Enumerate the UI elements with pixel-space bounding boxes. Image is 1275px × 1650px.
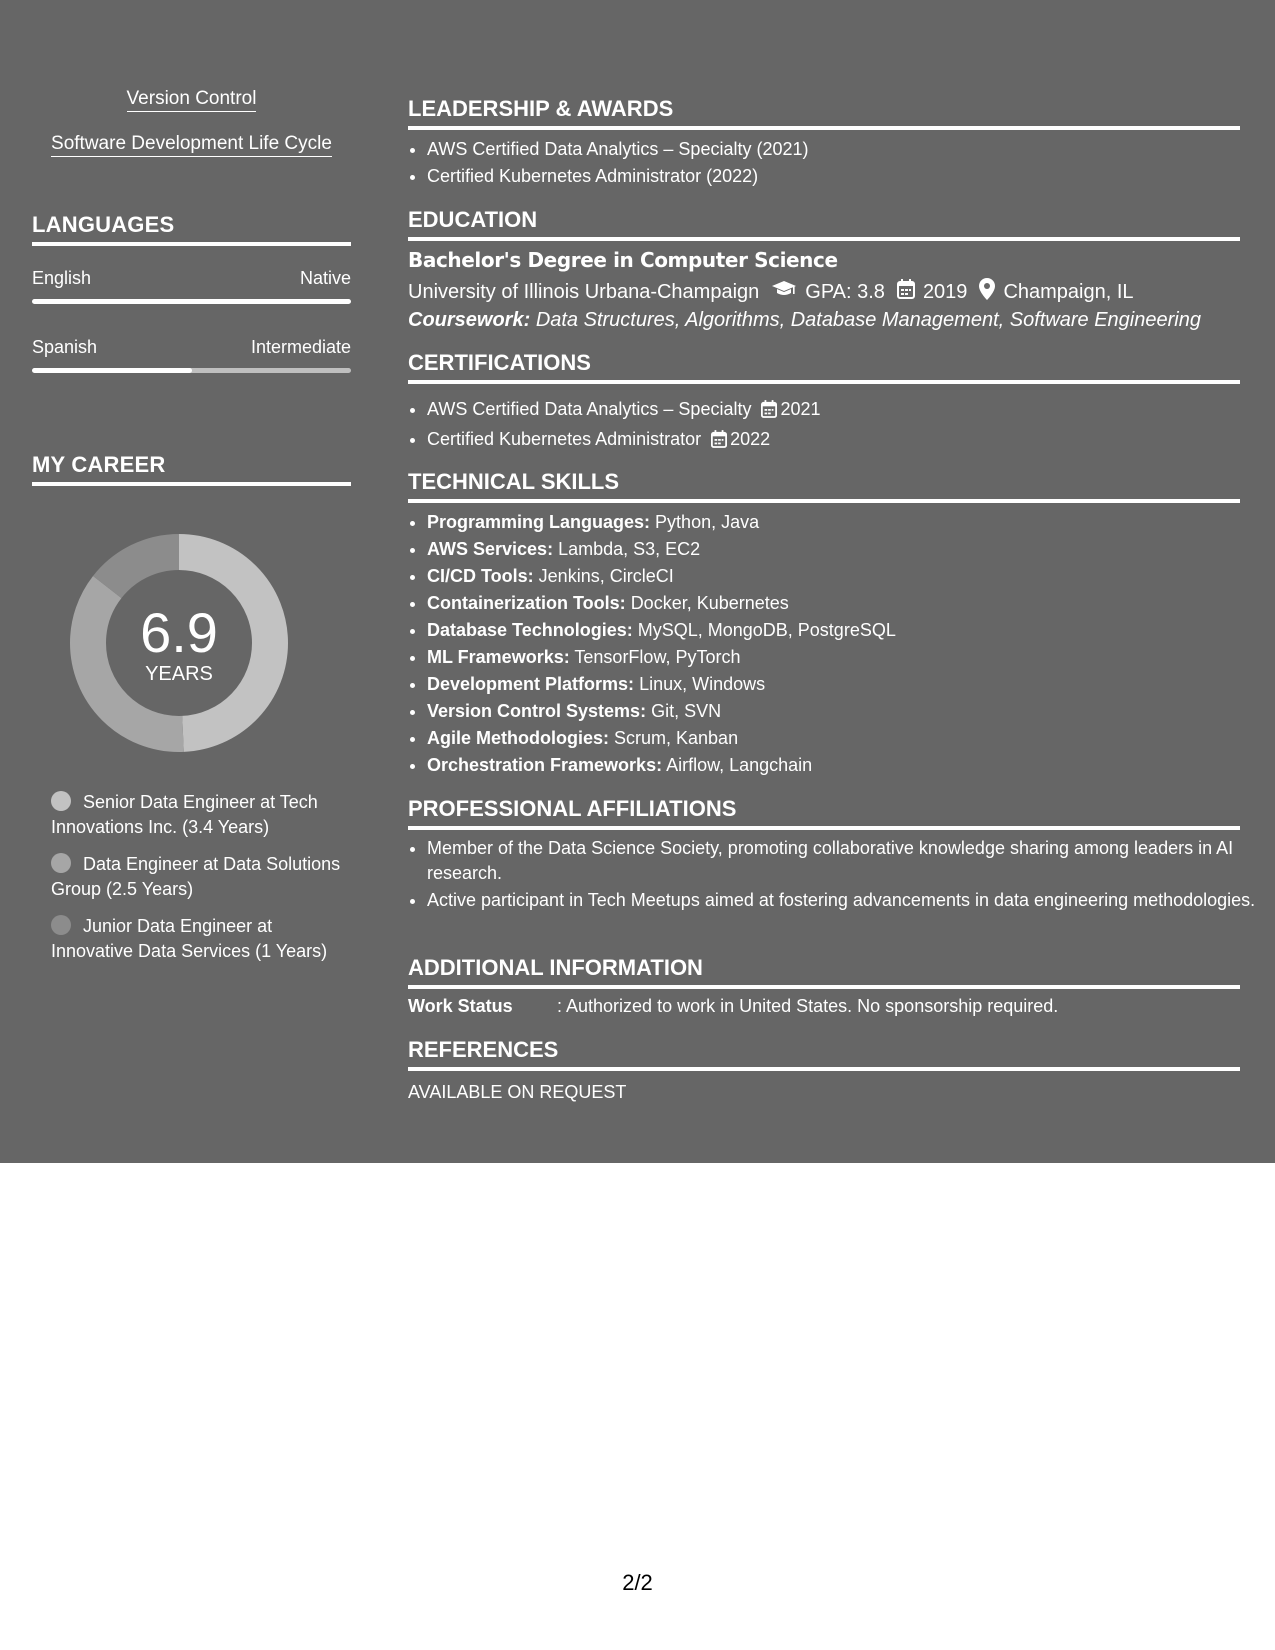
languages-heading: LANGUAGES bbox=[32, 212, 351, 246]
language-level: Native bbox=[299, 268, 351, 288]
work-status-label: Work Status bbox=[408, 996, 513, 1016]
language-bar-fill bbox=[32, 299, 351, 304]
affiliations-list bbox=[408, 836, 1259, 916]
coursework-label: Coursework: bbox=[408, 309, 531, 331]
career-item: Junior Data Engineer at Innovative Data Services (1 Years) bbox=[51, 916, 328, 961]
coursework-value: Data Structures, Algorithms, Database Management, Software Engineering bbox=[535, 309, 1201, 331]
education-coursework bbox=[408, 309, 1201, 332]
page-number: 2/2 bbox=[622, 1570, 653, 1595]
education-gpa: GPA: 3.8 bbox=[805, 280, 885, 303]
career-bullet-dot bbox=[51, 853, 71, 873]
list-item: • AWS Certified Data Analytics – Specialty (2021) bbox=[427, 136, 1259, 163]
list-item: • AWS Certified Data Analytics – Specialty 2021 bbox=[427, 396, 1259, 426]
leadership-list bbox=[408, 136, 1259, 190]
language-bar-english bbox=[32, 299, 351, 304]
technical-skills-list bbox=[408, 509, 1259, 779]
technical-skills-heading: TECHNICAL SKILLS bbox=[408, 469, 1240, 503]
list-item: • Certified Kubernetes Administrator (2022) bbox=[427, 163, 1259, 190]
education-degree: Bachelor's Degree in Computer Science bbox=[408, 248, 838, 272]
career-list bbox=[51, 790, 351, 976]
map-pin-icon bbox=[979, 278, 995, 306]
calendar-icon bbox=[711, 429, 727, 456]
language-row-english bbox=[32, 268, 351, 289]
language-bar-fill bbox=[32, 368, 192, 373]
leadership-heading: LEADERSHIP & AWARDS bbox=[408, 96, 1240, 130]
references-heading: REFERENCES bbox=[408, 1037, 1240, 1071]
list-item: • Certified Kubernetes Administrator 2022 bbox=[427, 426, 1259, 456]
language-name: Spanish bbox=[32, 337, 98, 357]
calendar-icon bbox=[897, 279, 915, 305]
skill-item: • CI/CD Tools: Jenkins, CircleCI bbox=[427, 563, 1259, 590]
education-year: 2019 bbox=[922, 280, 968, 303]
skill-item: • Database Technologies: MySQL, MongoDB, PostgreSQL bbox=[427, 617, 1259, 644]
skill-version-control[interactable]: Version Control bbox=[32, 88, 351, 110]
career-item: Data Engineer at Data Solutions Group (2.5 Years) bbox=[51, 854, 341, 899]
language-name: English bbox=[32, 268, 92, 288]
skill-item: • Containerization Tools: Docker, Kubernetes bbox=[427, 590, 1259, 617]
work-status-row bbox=[408, 996, 1058, 1017]
career-years-unit: YEARS bbox=[145, 662, 213, 685]
references-text: AVAILABLE ON REQUEST bbox=[408, 1082, 627, 1102]
graduation-cap-icon bbox=[771, 280, 797, 304]
education-school: University of Illinois Urbana-Champaign bbox=[408, 280, 760, 303]
career-bullet-dot bbox=[51, 791, 71, 811]
career-total-years: 6.9 bbox=[140, 600, 218, 664]
career-bullet-dot bbox=[51, 915, 71, 935]
affiliations-heading: PROFESSIONAL AFFILIATIONS bbox=[408, 796, 1240, 830]
list-item: • Member of the Data Science Society, promoting collaborative knowledge sharing among leaders in AI research. bbox=[427, 836, 1259, 885]
skill-item: • Programming Languages: Python, Java bbox=[427, 509, 1259, 536]
language-level: Intermediate bbox=[250, 337, 351, 357]
list-item: • Active participant in Tech Meetups aimed at fostering advancements in data engineering methodologies. bbox=[427, 888, 1259, 913]
skill-item: • Orchestration Frameworks: Airflow, Langchain bbox=[427, 752, 1259, 779]
skill-item: • Agile Methodologies: Scrum, Kanban bbox=[427, 725, 1259, 752]
calendar-icon bbox=[761, 399, 777, 426]
certifications-list bbox=[408, 396, 1259, 456]
career-item: Senior Data Engineer at Tech Innovations Inc. (3.4 Years) bbox=[51, 792, 318, 837]
skill-item: • Development Platforms: Linux, Windows bbox=[427, 671, 1259, 698]
language-row-spanish bbox=[32, 337, 351, 358]
career-donut-chart bbox=[66, 530, 292, 756]
career-donut-center bbox=[66, 530, 292, 756]
skill-item: • ML Frameworks: TensorFlow, PyTorch bbox=[427, 644, 1259, 671]
certifications-heading: CERTIFICATIONS bbox=[408, 350, 1240, 384]
skill-item: • Version Control Systems: Git, SVN bbox=[427, 698, 1259, 725]
work-status-value: : Authorized to work in United States. No sponsorship required. bbox=[557, 996, 1059, 1016]
skill-sdlc[interactable]: Software Development Life Cycle bbox=[32, 133, 351, 155]
language-bar-spanish bbox=[32, 368, 351, 373]
career-heading: MY CAREER bbox=[32, 452, 351, 486]
education-heading: EDUCATION bbox=[408, 207, 1240, 241]
education-details bbox=[408, 278, 1134, 306]
education-location: Champaign, IL bbox=[1003, 280, 1134, 303]
skill-item: • AWS Services: Lambda, S3, EC2 bbox=[427, 536, 1259, 563]
additional-info-heading: ADDITIONAL INFORMATION bbox=[408, 955, 1240, 989]
